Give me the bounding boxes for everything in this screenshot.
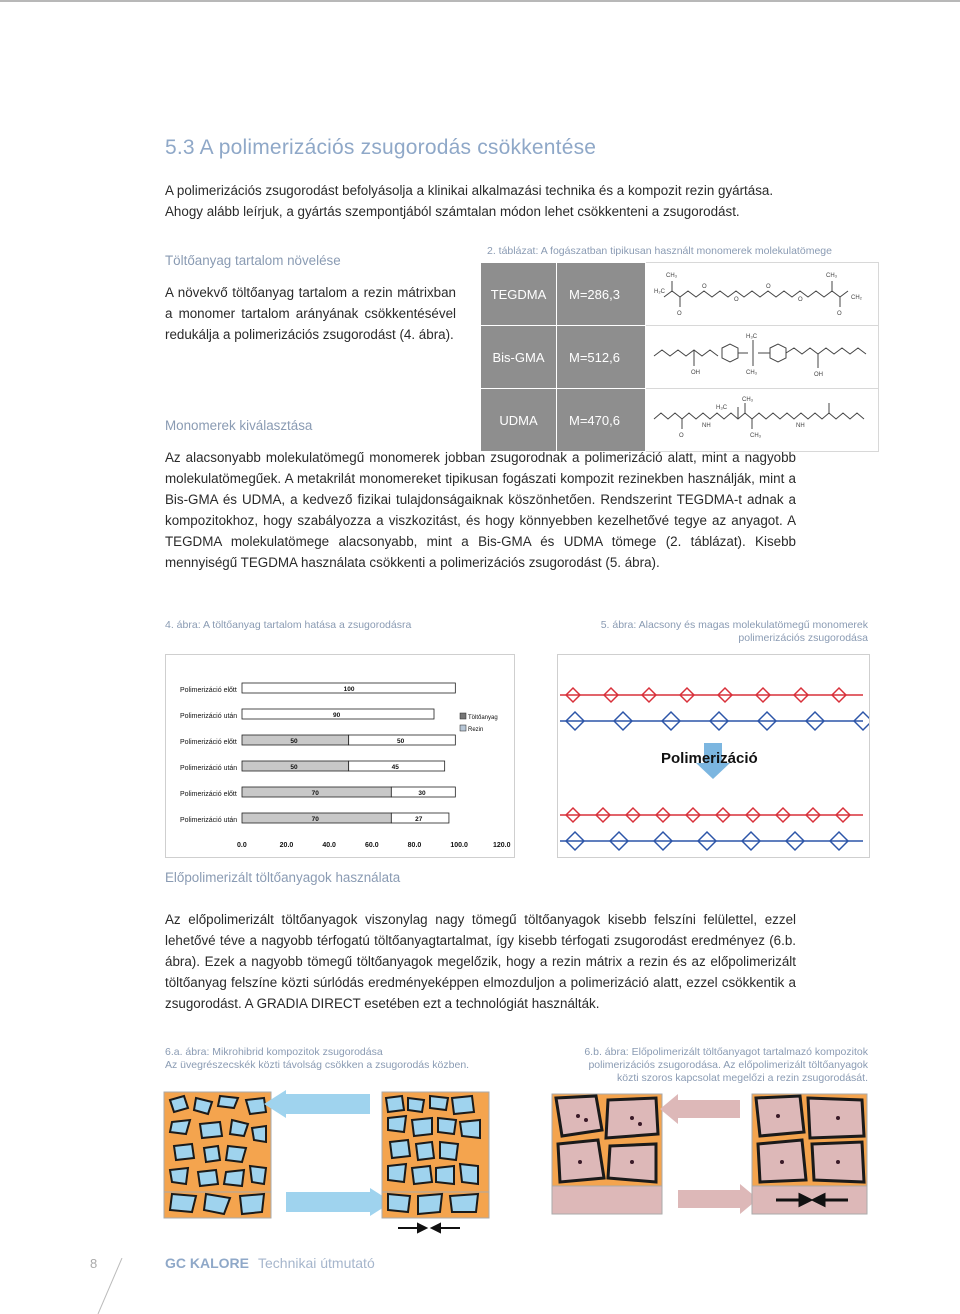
chain-red-polymerized-unit [776, 815, 790, 822]
chain-blue-high-mw-unit [566, 721, 584, 730]
chain-blue-polymerized-unit [830, 832, 848, 841]
table-row [481, 326, 879, 389]
chain-red-low-mw-unit [604, 695, 618, 702]
fig6a-caption-line2: Az üvegrészecskék közti távolság csökken a zsugorodás közben. [165, 1059, 470, 1071]
monomer-name: TEGDMA [481, 263, 557, 326]
chain-red-polymerized-unit [566, 808, 580, 815]
svg-text:H₂C: H₂C [654, 289, 665, 295]
fig6a-arrow-top [286, 1094, 370, 1114]
svg-text:O: O [679, 433, 684, 439]
svg-text:CH₂: CH₂ [851, 295, 862, 301]
chain-blue-high-mw-unit [854, 712, 869, 721]
category-label: Polimerizáció előtt [180, 791, 237, 798]
fig5-caption [560, 619, 868, 645]
svg-text:CH₃: CH₃ [666, 273, 678, 279]
svg-text:O: O [702, 284, 707, 290]
chain-blue-polymerized-unit [698, 832, 716, 841]
chain-red-low-mw-unit [756, 695, 770, 702]
svg-text:CH₃: CH₃ [746, 370, 758, 376]
fig4-chart [165, 654, 515, 858]
svg-text:CH₃: CH₃ [742, 397, 754, 403]
chain-red-polymerized-unit [626, 815, 640, 822]
chain-blue-polymerized-unit [830, 841, 848, 850]
fig6a-arrow-bottom [286, 1192, 370, 1212]
chain-blue-high-mw-unit [758, 712, 776, 721]
monomer-name: Bis-GMA [481, 326, 557, 389]
chain-red-polymerized-unit [626, 808, 640, 815]
chain-red-low-mw-unit [604, 688, 618, 695]
svg-text:OH: OH [691, 370, 700, 376]
svg-text:O: O [766, 284, 771, 290]
chain-red-polymerized-unit [836, 808, 850, 815]
chain-red-low-mw-unit [794, 695, 808, 702]
bar-value-label: 100 [343, 686, 355, 693]
legend-swatch [460, 713, 466, 719]
fig5-caption-line1: 5. ábra: Alacsony és magas molekulatömegű monomerek [600, 619, 868, 631]
bar-value-label: 50 [290, 764, 298, 771]
bar-value-label: 90 [333, 712, 341, 719]
x-tick-label: 120.0 [493, 842, 511, 849]
svg-text:NH: NH [796, 423, 805, 429]
chain-red-polymerized-unit [746, 808, 760, 815]
legend-label: Töltőanyag [468, 715, 498, 721]
category-label: Polimerizáció után [180, 817, 238, 824]
chain-red-polymerized-unit [806, 815, 820, 822]
svg-text:CH₃: CH₃ [750, 433, 762, 439]
top-rule [0, 0, 960, 2]
footer-doc-title: Technikai útmutató [258, 1255, 375, 1271]
fig6b-caption [540, 1046, 868, 1085]
prepoly-paragraph: Az előpolimerizált töltőanyagok viszonylag nagy tömegű töltőanyagok kisebb felszíni felülettel, ezzel lehetővé téve a nagyobb térfogatú töltőanyagtartalmat, így kisebb térfogati zsugorodást eredményez (6.b. ábra). Ezek a nagyobb tömegű töltőanyagok megelőzik, hogy a rezin mátrix a rezin és az előpolimerizált töltőanyag felszíne közti súrlódás eredményeképpen elmozduljon a polimerizáció alatt, ezzel csökkentik a zsugorodást. A GRADIA DIRECT esetében ezt a technológiát használták. [165, 912, 796, 1011]
x-tick-label: 20.0 [279, 842, 294, 849]
chain-red-low-mw-unit [832, 695, 846, 702]
category-label: Polimerizáció után [180, 713, 238, 720]
chain-red-polymerized-unit [656, 815, 670, 822]
udma-structure-image [646, 389, 878, 446]
bar-value-label: 50 [397, 738, 405, 745]
chain-red-polymerized-unit [656, 808, 670, 815]
filler-heading: Töltőanyag tartalom növelése [165, 253, 341, 268]
chain-red-low-mw-unit [642, 695, 656, 702]
chain-red-low-mw-unit [832, 688, 846, 695]
chain-blue-high-mw-unit [566, 712, 584, 721]
chain-blue-polymerized-unit [610, 832, 628, 841]
fig6b-arrow-top [678, 1100, 740, 1118]
fig6a-shrink-arrows [398, 1224, 460, 1232]
x-tick-label: 40.0 [322, 842, 336, 849]
monomers-heading: Monomerek kiválasztása [165, 418, 313, 433]
fig5-diagram [557, 654, 870, 858]
footer-slash [96, 1258, 126, 1314]
table2-caption: 2. táblázat: A fogászatban tipikusan használt monomerek molekulatömege [487, 245, 832, 257]
structure-udma [646, 389, 879, 452]
x-tick-label: 100.0 [450, 842, 468, 849]
chain-blue-high-mw-unit [614, 721, 632, 730]
x-tick-label: 0.0 [237, 842, 247, 849]
svg-text:H₃C: H₃C [716, 405, 728, 411]
chain-red-polymerized-unit [716, 815, 730, 822]
chain-blue-polymerized-unit [786, 832, 804, 841]
chain-red-polymerized-unit [686, 815, 700, 822]
monomer-mass: M=512,6 [557, 326, 646, 389]
legend-label: Rezin [468, 727, 484, 733]
intro-paragraph: A polimerizációs zsugorodást befolyásolja a klinikai alkalmazási technika és a kompozit rezin gyártása. Ahogy alább leírjuk, a gyártás szempontjából számtalan módon lehet csökkenteni a zsugorodást. [165, 183, 774, 219]
chain-blue-polymerized-unit [566, 832, 584, 841]
table-row [481, 263, 879, 326]
chain-blue-polymerized-unit [654, 841, 672, 850]
svg-text:NH: NH [702, 423, 711, 429]
monomers-paragraph: Az alacsonyabb molekulatömegű monomerek jobban zsugorodnak a polimerizáció alatt, mint a nagyobb molekulatömegűek. A metakrilát monomereket tipikusan fogászati kompozit rezinekben használják, mint a Bis-GMA és UDMA, a kedvező fizikai tulajdonságaiknak köszönhetően. Rendszerint TEGDMA-t adnak a kompozitokhoz, hogy szabályozza a viszkozitást, és hogy könnyebben kezelhetővé tegye az anyagot. A TEGDMA molekulatömege alacsonyabb, mint a Bis-GMA és UDMA tömege (2. táblázat). Kisebb mennyiségű TEGDMA használata csökkenti a polimerizációs zsugorodást (5. ábra). [165, 450, 796, 570]
chain-red-low-mw-unit [718, 688, 732, 695]
chain-blue-high-mw-unit [806, 712, 824, 721]
structure-bisgma [646, 326, 879, 389]
svg-text:CH₃: CH₃ [826, 273, 838, 279]
monomer-mass: M=470,6 [557, 389, 646, 452]
fig4-chart-svg [166, 655, 514, 857]
fig6a-caption-line1: 6.a. ábra: Mikrohibrid kompozitok zsugorodása [165, 1046, 383, 1058]
fig6b-caption-line1: 6.b. ábra: Előpolimerizált töltőanyagot tartalmazó kompozitok [584, 1046, 868, 1058]
svg-text:O: O [837, 311, 842, 317]
chain-blue-high-mw-unit [758, 721, 776, 730]
table-row [481, 389, 879, 452]
chain-blue-high-mw-unit [710, 712, 728, 721]
svg-text:O: O [798, 297, 803, 303]
fig6b-caption-line3: közti szoros kapcsolat megelőzi a rezin zsugorodását. [617, 1072, 868, 1084]
chain-red-low-mw-unit [566, 695, 580, 702]
fig6a-illustration [160, 1086, 500, 1236]
chain-red-low-mw-unit [680, 688, 694, 695]
chain-blue-high-mw-unit [662, 721, 680, 730]
fig6b-illustration [548, 1090, 870, 1220]
category-label: Polimerizáció előtt [180, 739, 237, 746]
legend-swatch [460, 725, 466, 731]
bar-value-label: 50 [290, 738, 298, 745]
chain-blue-high-mw-unit [662, 712, 680, 721]
chain-blue-polymerized-unit [698, 841, 716, 850]
chain-red-low-mw-unit [680, 695, 694, 702]
svg-text:O: O [677, 311, 682, 317]
footer-brand: GC KALORE [165, 1255, 249, 1271]
chain-red-polymerized-unit [596, 815, 610, 822]
chain-red-polymerized-unit [566, 815, 580, 822]
monomer-mass: M=286,3 [557, 263, 646, 326]
bar-value-label: 70 [311, 790, 319, 797]
chain-red-polymerized-unit [806, 808, 820, 815]
fig6b-caption-line2: polimerizációs zsugorodása. Az előpolimerizált töltőanyagok [588, 1059, 868, 1071]
chain-red-polymerized-unit [836, 815, 850, 822]
bar-value-label: 45 [391, 764, 399, 771]
category-label: Polimerizáció után [180, 765, 238, 772]
bisgma-structure-image [646, 326, 878, 383]
chain-red-low-mw-unit [642, 688, 656, 695]
chain-red-polymerized-unit [686, 808, 700, 815]
chain-blue-polymerized-unit [742, 832, 760, 841]
x-tick-label: 80.0 [407, 842, 422, 849]
chain-blue-high-mw-unit [854, 721, 869, 730]
bar-value-label: 27 [415, 816, 423, 823]
chain-blue-polymerized-unit [610, 841, 628, 850]
category-label: Polimerizáció előtt [180, 687, 237, 694]
chain-red-low-mw-unit [794, 688, 808, 695]
bar-value-label: 70 [311, 816, 319, 823]
section-title: 5.3 A polimerizációs zsugorodás csökkentése [165, 136, 597, 159]
prepoly-heading: Előpolimerizált töltőanyagok használata [165, 870, 401, 885]
chain-red-polymerized-unit [776, 808, 790, 815]
filler-paragraph: A növekvő töltőanyag tartalom a rezin mátrixban a monomer tartalom arányának csökkentésével redukálja a polimerizációs zsugorodást (4. ábra). [165, 285, 456, 342]
svg-text:H₃C: H₃C [746, 334, 758, 340]
chain-blue-high-mw-unit [806, 721, 824, 730]
structure-tegdma [646, 263, 879, 326]
page-number: 8 [90, 1256, 98, 1271]
chain-red-polymerized-unit [596, 808, 610, 815]
chain-blue-polymerized-unit [654, 832, 672, 841]
monomer-table [480, 262, 879, 452]
chain-blue-high-mw-unit [710, 721, 728, 730]
chain-blue-polymerized-unit [786, 841, 804, 850]
chain-red-polymerized-unit [746, 815, 760, 822]
polymerization-label: Polimerizáció [661, 750, 758, 767]
fig5-caption-line2: polimerizációs zsugorodása [738, 632, 868, 644]
chain-blue-polymerized-unit [742, 841, 760, 850]
x-tick-label: 60.0 [365, 842, 379, 849]
monomer-name: UDMA [481, 389, 557, 452]
fig6a-caption [165, 1046, 469, 1072]
fig6b-arrow-bottom [678, 1190, 740, 1208]
svg-text:O: O [734, 297, 739, 303]
svg-text:OH: OH [814, 372, 823, 378]
bar-value-label: 30 [418, 790, 426, 797]
chain-blue-polymerized-unit [566, 841, 584, 850]
fig4-caption: 4. ábra: A töltőanyag tartalom hatása a zsugorodásra [165, 619, 412, 631]
chain-red-low-mw-unit [718, 695, 732, 702]
chain-red-polymerized-unit [716, 808, 730, 815]
chain-red-low-mw-unit [566, 688, 580, 695]
tegdma-structure-image [646, 263, 878, 320]
chain-red-low-mw-unit [756, 688, 770, 695]
chain-blue-high-mw-unit [614, 712, 632, 721]
